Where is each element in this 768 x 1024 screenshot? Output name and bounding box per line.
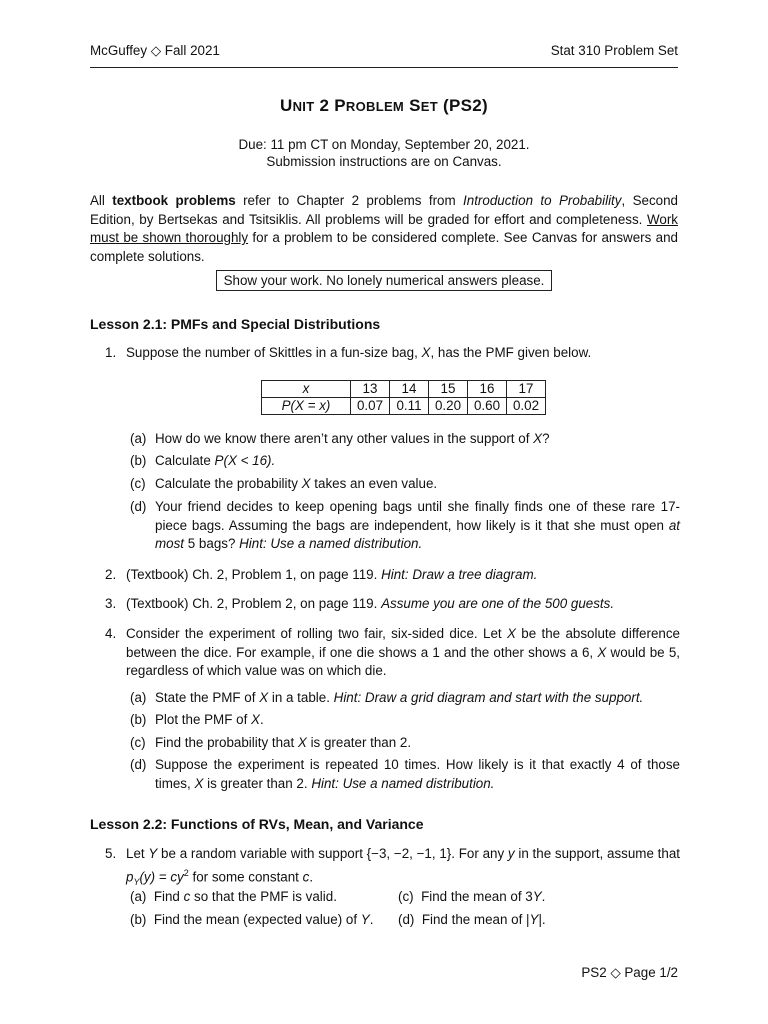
table-cell: 17: [507, 381, 546, 398]
problem-5: 5. Let Y be a random variable with support {−3, −2, −1, 1}. For any y in the support, assume that $p_Y(y) = cy^2$ for some constant c.: [105, 846, 680, 887]
table-row: [262, 398, 546, 415]
page-title: UNIT 2 PROBLEM SET (PS2): [280, 96, 488, 115]
problem-2: 2. (Textbook) Ch. 2, Problem 1, on page 119. Hint: Draw a tree diagram.: [105, 567, 538, 582]
problem-1a: (a) How do we know there aren’t any other values in the support of X?: [130, 431, 550, 446]
problem-4b: (b) Plot the PMF of X.: [130, 712, 264, 727]
pmf-table: [261, 380, 546, 415]
table-cell: 15: [429, 381, 468, 398]
problem-5d: (d) Find the mean of |Y|.: [398, 912, 546, 927]
table-cell: 13: [351, 381, 390, 398]
problem-1d: (d) Your friend decides to keep opening bags until she finally finds one of these rare 17-piece bags. Assuming the bags are independent, how likely is it that she must open at most 5 bags? Hint: Use a named distribution.: [130, 499, 680, 551]
table-cell: 0.11: [390, 398, 429, 415]
page-footer: PS2 ◇ Page 1/2: [581, 965, 678, 980]
problem-1: 1. Suppose the number of Skittles in a fun-size bag, X, has the PMF given below.: [105, 345, 592, 360]
problem-4: 4. Consider the experiment of rolling two fair, six-sided dice. Let X be the absolute difference between the dice. For example, if one die shows a 1 and the other shows a 6, X would be 5, regardless of which value was on which die.: [105, 626, 680, 678]
problem-5c: (c) Find the mean of 3Y.: [398, 889, 546, 904]
table-cell: 0.20: [429, 398, 468, 415]
problem-1b: (b) Calculate P(X < 16).: [130, 453, 276, 468]
table-cell: 0.07: [351, 398, 390, 415]
problem-4a: (a) State the PMF of X in a table. Hint: Draw a grid diagram and start with the support.: [130, 690, 644, 705]
table-cell: 14: [390, 381, 429, 398]
table-cell: 0.02: [507, 398, 546, 415]
table-cell: 16: [468, 381, 507, 398]
table-row: [262, 381, 546, 398]
table-header-x: x: [262, 381, 351, 398]
problem-5b: (b) Find the mean (expected value) of Y.: [130, 912, 374, 927]
problem-4c: (c) Find the probability that X is greater than 2.: [130, 735, 412, 750]
running-header: [90, 43, 678, 59]
lesson-heading-2-2: Lesson 2.2: Functions of RVs, Mean, and Variance: [90, 816, 424, 832]
due-date: Due: 11 pm CT on Monday, September 20, 2021.: [238, 137, 530, 152]
header-rule: [90, 67, 678, 68]
intro-paragraph: All textbook problems refer to Chapter 2 problems from Introduction to Probability, Second Edition, by Bertsekas and Tsitsiklis. All problems will be graded for effort and completeness. Work must be shown thoroughly for a problem to be considered complete. See Canvas for answers and complete solutions.: [90, 193, 679, 264]
problem-5a: (a) Find c so that the PMF is valid.: [130, 889, 337, 904]
lesson-heading-2-1: Lesson 2.1: PMFs and Special Distributions: [90, 316, 381, 332]
problem-4d: (d) Suppose the experiment is repeated 10 times. How likely is it that exactly 4 of those times, X is greater than 2. Hint: Use a named distribution.: [130, 757, 680, 791]
problem-3: 3. (Textbook) Ch. 2, Problem 2, on page 119. Assume you are one of the 500 guests.: [105, 596, 615, 611]
header-left: McGuffey ◇ Fall 2021: [90, 43, 220, 58]
table-header-p: P(X = x): [262, 398, 351, 415]
due-info: [0, 136, 768, 170]
boxed-note: Show your work. No lonely numerical answers please.: [216, 270, 552, 291]
problem-1c: (c) Calculate the probability X takes an even value.: [130, 476, 438, 491]
header-right: Stat 310 Problem Set: [550, 43, 678, 58]
table-cell: 0.60: [468, 398, 507, 415]
submission-note: Submission instructions are on Canvas.: [266, 154, 502, 169]
